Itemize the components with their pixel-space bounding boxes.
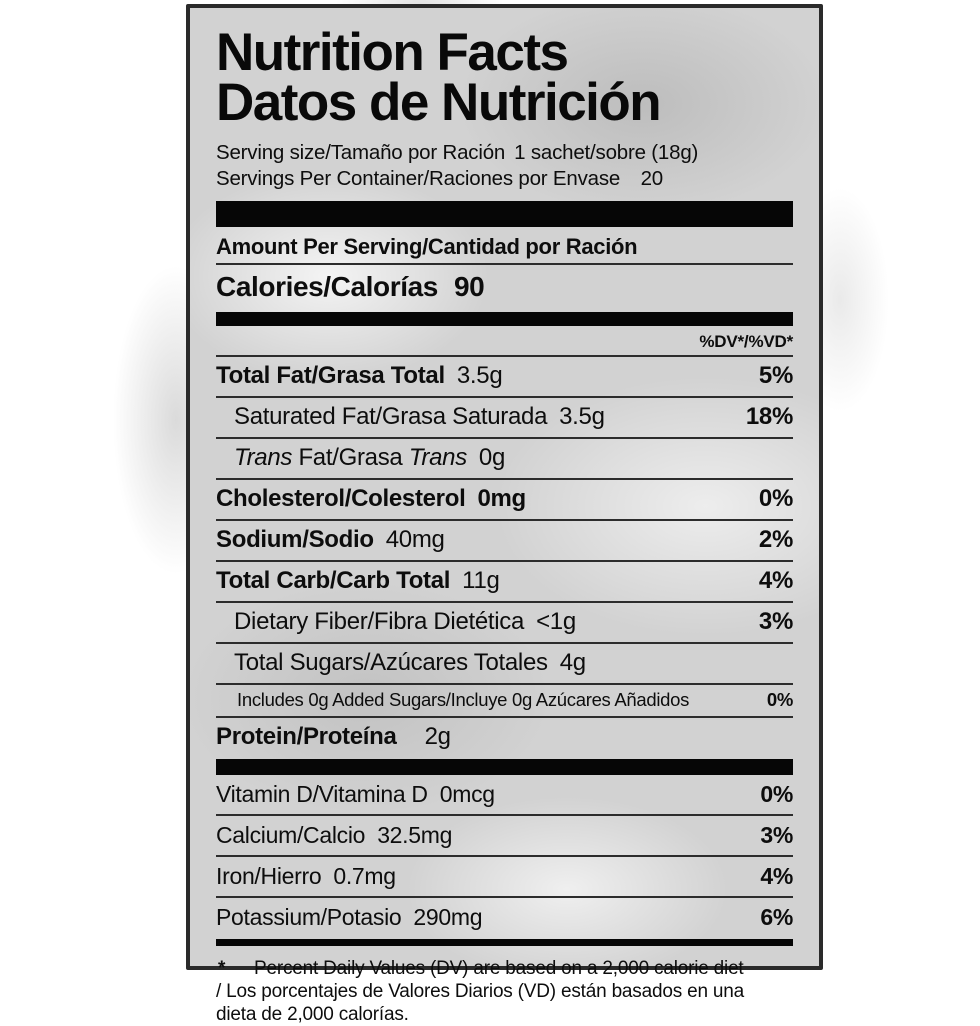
daily-value-header: %DV*/%VD* [216,326,793,357]
nutrient-row [216,521,793,562]
nutrient-name [234,403,547,431]
nutrient-name [216,526,374,554]
nutrient-name [216,862,321,890]
nutrient-name [216,903,401,931]
nutrient-amount: 0.7mg [333,863,396,889]
nutrient-name-segment: Trans [408,444,467,471]
nutrient-name [237,689,689,711]
nutrient-name-segment: Dietary Fiber/Fibra Dietética [234,608,525,635]
nutrient-daily-value: 0% [760,781,793,807]
nutrient-name-segment: Total Sugars/Azúcares Totales [234,649,548,676]
nutrient-daily-value: 3% [760,822,793,848]
calories-label: Calories/Calorías [216,271,438,302]
nutrient-name [216,362,445,390]
serving-size-value: 1 sachet/sobre (18g) [514,141,699,164]
section-bar-calories [216,312,793,326]
nutrient-name-segment: Trans [234,444,293,471]
nutrient-row [216,439,793,480]
nutrient-amount: <1g [536,608,576,635]
servings-per-container-label: Servings Per Container/Raciones por Envase [216,167,621,190]
nutrient-name [234,444,467,472]
footnote-text: / Los porcentajes de Valores Diarios (VD) están basados en una [216,981,744,1002]
amount-per-serving-header: Amount Per Serving/Cantidad por Ración [216,227,793,265]
nutrient-name-segment: Iron/Hierro [216,863,322,889]
nutrient-name-segment: Total Fat/Grasa Total [216,362,445,389]
nutrient-row [216,857,793,898]
nutrient-name [216,485,465,513]
nutrient-name-segment: Fat/Grasa [292,444,409,471]
nutrient-amount: 11g [462,567,500,594]
label-title [216,23,793,132]
nutrient-row [216,898,793,937]
nutrient-name-segment: Calcium/Calcio [216,822,366,848]
nutrient-amount: 0mg [477,485,526,512]
nutrient-row [216,644,793,685]
nutrient-daily-value: 6% [760,904,793,930]
nutrient-row [216,603,793,644]
section-bar-top [216,201,793,227]
nutrient-amount: 3.5g [456,362,503,389]
nutrient-amount: 290mg [413,904,483,930]
serving-size-label: Serving size/Tamaño por Ración [216,141,506,164]
footnote-asterisk: * [218,958,226,979]
nutrient-amount: 4g [559,649,586,676]
nutrient-daily-value: 18% [745,403,793,430]
label-title-es: Datos de Nutrición [216,73,661,132]
section-bar-bottom [216,939,793,946]
nutrition-label [186,4,823,1025]
footnote-line [216,980,793,1003]
nutrient-name-segment: Sodium/Sodio [216,526,374,553]
footnote-line [216,1003,793,1026]
section-bar-protein [216,759,793,775]
nutrient-rows [216,357,793,757]
footnote [216,946,793,1026]
nutrient-daily-value: 4% [760,863,793,889]
nutrient-row [216,816,793,857]
nutrient-row [216,685,793,718]
nutrient-daily-value: 4% [758,567,793,594]
nutrient-name-segment: Saturated Fat/Grasa Saturada [234,403,548,430]
nutrient-name-segment: Vitamin D/Vitamina D [216,781,428,807]
label-title-en: Nutrition Facts [216,23,568,82]
nutrient-name-segment: Protein/Proteína [216,723,397,750]
footnote-text: Percent Daily Values (DV) are based on a 2,000 calorie diet [254,958,744,979]
vitamin-rows [216,775,793,937]
nutrient-name-segment: Total Carb/Carb Total [216,567,451,594]
nutrient-amount: 32.5mg [377,822,453,848]
footnote-text: dieta de 2,000 calorías. [216,1004,409,1025]
nutrient-row [216,562,793,603]
nutrient-row [216,398,793,439]
nutrient-daily-value: 2% [758,526,793,553]
nutrient-name [216,780,428,808]
nutrient-amount: 0g [478,444,506,471]
nutrient-name-segment: Includes 0g Added Sugars/Incluye 0g Azúcares Añadidos [237,689,690,710]
nutrient-amount: 0mcg [439,781,495,807]
nutrient-name [234,649,548,677]
calories-value: 90 [453,271,485,302]
servings-per-container-value: 20 [640,167,663,190]
calories-row [216,265,793,310]
nutrient-daily-value: 5% [758,362,793,389]
nutrient-name [216,821,365,849]
nutrient-amount: 3.5g [559,403,605,430]
nutrient-name [216,567,450,595]
nutrient-name-segment: Cholesterol/Colesterol [216,485,466,512]
nutrient-name [216,723,397,751]
nutrient-daily-value: 0% [766,689,793,710]
nutrient-row [216,357,793,398]
footnote-line [216,957,793,980]
nutrient-row [216,718,793,757]
nutrient-daily-value: 0% [758,485,793,512]
nutrient-row [216,775,793,816]
nutrient-amount: 2g [424,723,451,750]
serving-size-row [216,140,793,166]
nutrient-daily-value: 3% [758,608,793,635]
nutrient-row [216,480,793,521]
nutrient-name [234,608,524,636]
servings-per-container-row [216,166,793,192]
nutrient-name-segment: Potassium/Potasio [216,904,402,930]
nutrient-amount: 40mg [385,526,445,553]
